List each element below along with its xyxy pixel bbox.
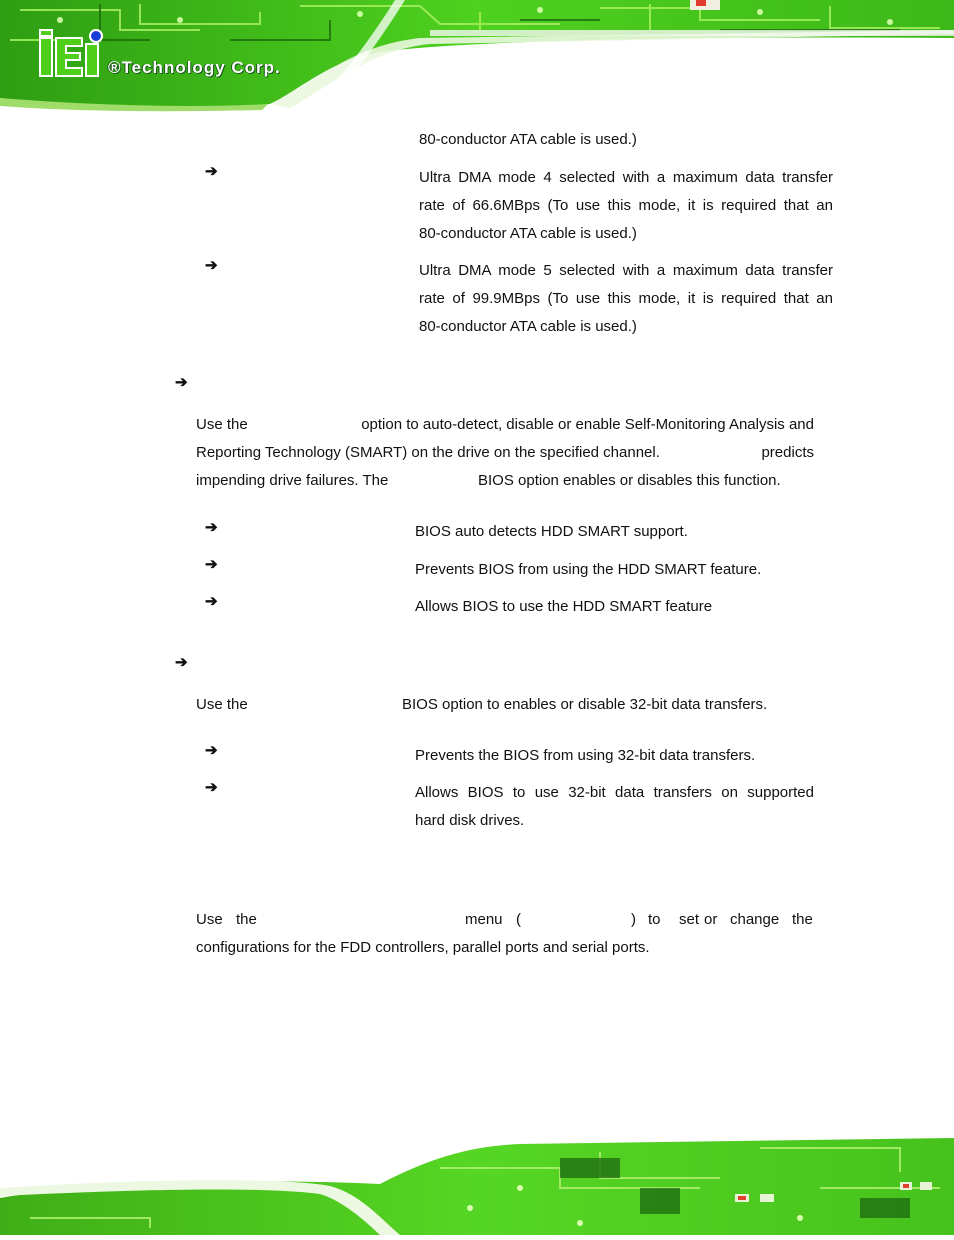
arrow-right-icon: ➔ <box>205 779 218 796</box>
bit32-option-disabled: Prevents the BIOS from using 32-bit data transfers. <box>415 747 756 764</box>
udma4-line-3: 80-conductor ATA cable is used.) <box>419 225 637 242</box>
udma-line-0: 80-conductor ATA cable is used.) <box>419 131 637 148</box>
superio-word-the-2: the <box>792 911 813 928</box>
smart-intro-1b: option to auto-detect, disable or enable Self-Monitoring Analysis and <box>361 416 814 433</box>
bit32-intro-b: BIOS option to enables or disable 32-bit data transfers. <box>402 696 768 713</box>
superio-word-set: set <box>679 911 700 928</box>
smart-option-enabled: Allows BIOS to use the HDD SMART feature <box>415 598 713 615</box>
superio-paren-open: ( <box>516 911 521 928</box>
arrow-right-icon: ➔ <box>205 742 218 759</box>
bit32-intro-a: Use the <box>196 696 248 713</box>
smart-intro-2b: predicts <box>761 444 814 461</box>
arrow-right-icon: ➔ <box>205 556 218 573</box>
superio-word-change: change <box>730 911 780 928</box>
superio-paren-close: ) <box>631 911 636 928</box>
udma4-line-1: Ultra DMA mode 4 selected with a maximum data transfer <box>419 169 833 186</box>
smart-intro-3a: impending drive failures. The <box>196 472 389 489</box>
superio-word-to: to <box>648 911 661 928</box>
bit32-option-enabled-1: Allows BIOS to use 32-bit data transfers on supported <box>415 784 814 801</box>
udma4-line-2: rate of 66.6MBps (To use this mode, it is required that an <box>419 197 833 214</box>
arrow-right-icon: ➔ <box>205 593 218 610</box>
udma5-line-2: rate of 99.9MBps (To use this mode, it is required that an <box>419 290 833 307</box>
company-name: ®Technology Corp. <box>108 58 281 77</box>
arrow-right-icon: ➔ <box>175 374 188 391</box>
smart-intro-1a: Use the <box>196 416 248 433</box>
bit32-option-enabled-2: hard disk drives. <box>415 812 525 829</box>
arrow-right-icon: ➔ <box>205 163 218 180</box>
superio-word-the: the <box>236 911 257 928</box>
udma5-line-3: 80-conductor ATA cable is used.) <box>419 318 637 335</box>
arrow-right-icon: ➔ <box>205 257 218 274</box>
udma5-line-1: Ultra DMA mode 5 selected with a maximum data transfer <box>419 262 833 279</box>
superio-word-use: Use <box>196 911 223 928</box>
superio-word-or: or <box>704 911 718 928</box>
smart-option-auto: BIOS auto detects HDD SMART support. <box>415 523 688 540</box>
pcb-footer-graphic <box>0 1128 954 1235</box>
smart-option-disabled: Prevents BIOS from using the HDD SMART feature. <box>415 561 762 578</box>
superio-line-2: configurations for the FDD controllers, parallel ports and serial ports. <box>196 939 650 956</box>
footer-banner <box>0 1128 954 1235</box>
arrow-right-icon: ➔ <box>205 519 218 536</box>
superio-word-menu: menu <box>465 911 503 928</box>
header-banner <box>0 0 954 112</box>
smart-intro-2a: Reporting Technology (SMART) on the drive on the specified channel. <box>196 444 660 461</box>
arrow-right-icon: ➔ <box>175 654 188 671</box>
smart-intro-3b: BIOS option enables or disables this function. <box>478 472 781 489</box>
